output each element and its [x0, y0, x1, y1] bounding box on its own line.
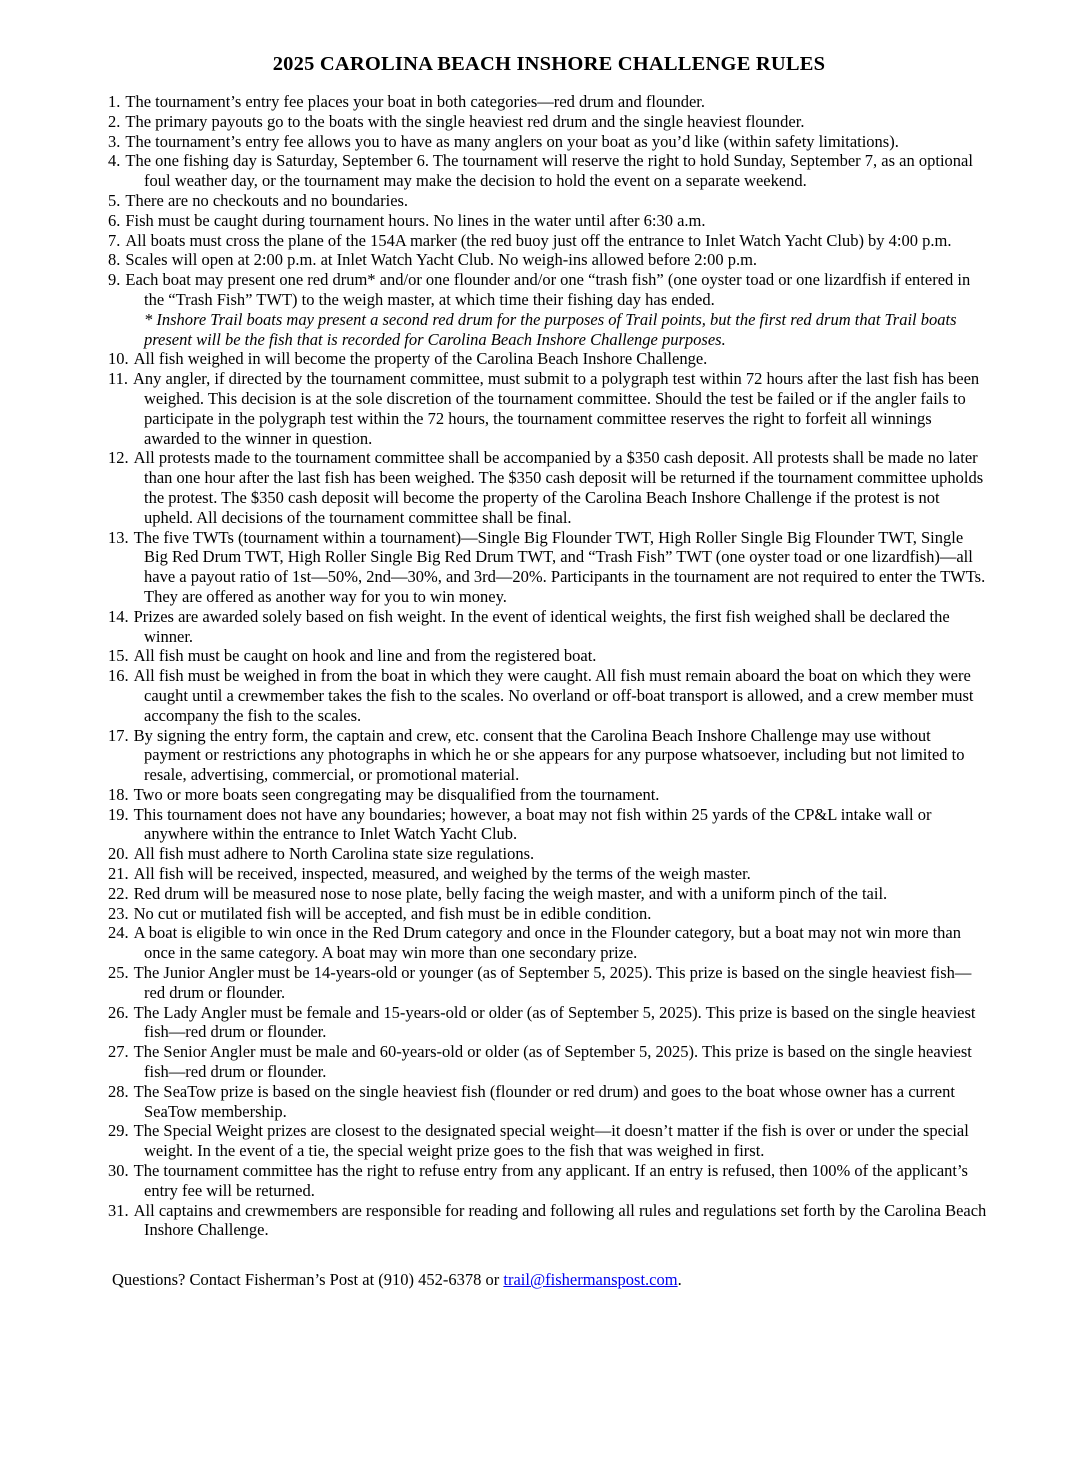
- rule-item: [108, 270, 990, 349]
- rule-item: [108, 92, 990, 112]
- rule-item: [108, 112, 990, 132]
- rule-number: 24.: [108, 923, 129, 943]
- rule-item: [108, 191, 990, 211]
- rule-number: 22.: [108, 883, 129, 903]
- rule-number: 15.: [108, 646, 129, 666]
- contact-line: [112, 1270, 990, 1290]
- rule-text: Red drum will be measured nose to nose plate, belly facing the weigh master, and with a uniform pinch of the tail.: [133, 883, 888, 903]
- rule-number: 21.: [108, 864, 129, 884]
- rule-text: The SeaTow prize is based on the single heaviest fish (flounder or red drum) and goes to the boat whose owner has a current SeaTow membership.: [133, 1081, 955, 1121]
- rule-item: [108, 923, 990, 963]
- rule-number: 5.: [108, 190, 121, 210]
- rule-number: 11.: [108, 369, 129, 389]
- rule-text: The Junior Angler must be 14-years-old or younger (as of September 5, 2025). This prize is based on the single heaviest fish—red drum or flounder.: [133, 963, 972, 1002]
- rule-number: 8.: [108, 250, 121, 270]
- rule-item: [108, 1201, 990, 1241]
- rule-text: The tournament’s entry fee places your boat in both categories—red drum and flounder.: [125, 92, 705, 111]
- rule-item: [108, 844, 990, 864]
- rule-number: 25.: [108, 963, 129, 983]
- rule-number: 9.: [108, 270, 121, 290]
- rule-number: 19.: [108, 804, 129, 824]
- rule-item: [108, 785, 990, 805]
- rule-text: A boat is eligible to win once in the Red Drum category and once in the Flounder category, but a boat may not win more than once in the same category. A boat may win more than one secondary prize.: [133, 923, 962, 963]
- rule-item: [108, 1161, 990, 1201]
- contact-text: Questions? Contact Fisherman’s Post at (910) 452-6378 or: [112, 1270, 504, 1290]
- rules-list: [108, 92, 990, 1240]
- rule-text: The Special Weight prizes are closest to the designated special weight—it doesn’t matter if the fish is over or under the special weight. In the event of a tie, the special weight prize goes to the fish that was weighed in first.: [133, 1121, 969, 1161]
- rule-number: 7.: [108, 230, 121, 250]
- rule-item: [108, 369, 990, 448]
- rule-item: [108, 132, 990, 152]
- rule-text: All captains and crewmembers are responsible for reading and following all rules and regulations set forth by the Carolina Beach Inshore Challenge.: [133, 1200, 987, 1240]
- rule-number: 31.: [108, 1200, 129, 1220]
- rule-number: 29.: [108, 1121, 129, 1141]
- rule-item: [108, 151, 990, 191]
- rule-text: The tournament committee has the right to refuse entry from any applicant. If an entry is refused, then 100% of the applicant’s entry fee will be returned.: [133, 1161, 968, 1200]
- rule-number: 27.: [108, 1042, 129, 1062]
- rule-text: No cut or mutilated fish will be accepted, and fish must be in edible condition.: [133, 903, 652, 923]
- rule-number: 17.: [108, 725, 129, 745]
- rule-item: [108, 805, 990, 845]
- rule-text: Scales will open at 2:00 p.m. at Inlet Watch Yacht Club. No weigh-ins allowed before 2:00 p.m.: [125, 250, 758, 270]
- rules-document: [108, 52, 990, 1290]
- rule-text: All protests made to the tournament committee shall be accompanied by a $350 cash deposit. All protests shall be made no later than one hour after the last fish has been weighed. The $350 cash deposit will be returned if the tournament committee upholds the protest. The $350 cash deposit will become the property of the Carolina Beach Inshore Challenge if the protest is not upheld. All decisions of the tournament committee shall be final.: [133, 448, 984, 527]
- rule-text: All fish weighed in will become the property of the Carolina Beach Inshore Challenge.: [133, 349, 708, 369]
- rule-item: [108, 448, 990, 527]
- rule-number: 18.: [108, 784, 129, 804]
- rule-number: 28.: [108, 1081, 129, 1101]
- rule-item: [108, 1121, 990, 1161]
- rule-number: 14.: [108, 606, 129, 626]
- rule-number: 23.: [108, 903, 129, 923]
- rule-item: [108, 1003, 990, 1043]
- rule-number: 13.: [108, 527, 129, 547]
- rule-item: [108, 1042, 990, 1082]
- rule-number: 1.: [108, 92, 121, 111]
- rule-item: [108, 250, 990, 270]
- rule-item: [108, 904, 990, 924]
- rule-text: All fish must adhere to North Carolina state size regulations.: [133, 844, 535, 864]
- rule-text: Each boat may present one red drum* and/or one flounder and/or one “trash fish” (one oyster toad or one lizardfish if entered in the “Trash Fish” TWT) to the weigh master, at which time their fishing day has ended.: [125, 270, 971, 309]
- rule-item: [108, 1082, 990, 1122]
- rule-item: [108, 884, 990, 904]
- rule-text: Fish must be caught during tournament hours. No lines in the water until after 6:30 a.m.: [125, 210, 706, 230]
- rule-text: The tournament’s entry fee allows you to have as many anglers on your boat as you’d like (within safety limitations).: [125, 131, 899, 151]
- rule-number: 10.: [108, 349, 129, 369]
- rule-item: [108, 607, 990, 647]
- rule-text: By signing the entry form, the captain and crew, etc. consent that the Carolina Beach Inshore Challenge may use without payment or restrictions any photographs in which he or she appears for any purpose whatsoever, including but not limited to resale, advertising, commercial, or promotional material.: [133, 725, 965, 785]
- rule-item: [108, 666, 990, 725]
- rule-number: 20.: [108, 844, 129, 864]
- rule-text: Two or more boats seen congregating may be disqualified from the tournament.: [133, 784, 660, 804]
- rule-text: The primary payouts go to the boats with the single heaviest red drum and the single heaviest flounder.: [125, 111, 805, 131]
- rule-text: There are no checkouts and no boundaries.: [125, 190, 409, 210]
- contact-period: .: [677, 1270, 682, 1290]
- rule-note: * Inshore Trail boats may present a second red drum for the purposes of Trail points, but the first red drum that Trail boats present will be the fish that is recorded for Carolina Beach Inshore Challenge purposes.: [144, 309, 957, 349]
- rule-text: The Lady Angler must be female and 15-years-old or older (as of September 5, 2025). This prize is based on the single heaviest fish—red drum or flounder.: [133, 1002, 976, 1042]
- rule-item: [108, 646, 990, 666]
- rule-number: 30.: [108, 1161, 129, 1181]
- rule-text: All boats must cross the plane of the 154A marker (the red buoy just off the entrance to Inlet Watch Yacht Club) by 4:00 p.m.: [125, 230, 952, 250]
- rule-item: [108, 231, 990, 251]
- rule-number: 6.: [108, 210, 121, 230]
- rule-item: [108, 211, 990, 231]
- rule-item: [108, 528, 990, 607]
- rule-text: The Senior Angler must be male and 60-years-old or older (as of September 5, 2025). This prize is based on the single heaviest fish—red drum or flounder.: [133, 1042, 972, 1082]
- rule-text: All fish must be weighed in from the boat in which they were caught. All fish must remain aboard the boat on which they were caught until a crewmember takes the fish to the scales. No overland or off-boat transport is allowed, and a crew member must accompany the fish to the scales.: [133, 666, 974, 725]
- rule-number: 26.: [108, 1002, 129, 1022]
- rule-number: 2.: [108, 111, 121, 131]
- rule-number: 3.: [108, 131, 121, 151]
- rule-item: [108, 726, 990, 785]
- rule-item: [108, 864, 990, 884]
- rule-text: Any angler, if directed by the tournament committee, must submit to a polygraph test within 72 hours after the last fish has been weighed. This decision is at the sole discretion of the tournament committee. Should the test be failed or if the angler fails to participate in the polygraph test within the 72 hours, the tournament committee reserves the right to forfeit all winnings awarded to the winner in question.: [133, 369, 980, 448]
- rule-text: The five TWTs (tournament within a tournament)—Single Big Flounder TWT, High Roller Single Big Flounder TWT, Single Big Red Drum TWT, High Roller Single Big Red Drum TWT, and “Trash Fish” TWT (one oyster toad or one lizardfish)—all have a payout ratio of 1st—50%, 2nd—30%, and 3rd—20%. Participants in the tournament are not required to enter the TWTs. They are offered as another way for you to win money.: [133, 527, 986, 606]
- rule-text: All fish will be received, inspected, measured, and weighed by the terms of the weigh master.: [133, 864, 751, 884]
- rule-text: The one fishing day is Saturday, September 6. The tournament will reserve the right to hold Sunday, September 7, as an optional foul weather day, or the tournament may make the decision to hold the event on a separate weekend.: [125, 151, 973, 191]
- rule-text: All fish must be caught on hook and line and from the registered boat.: [133, 646, 597, 666]
- rule-number: 4.: [108, 151, 121, 171]
- rule-item: [108, 963, 990, 1003]
- rule-text: This tournament does not have any boundaries; however, a boat may not fish within 25 yards of the CP&L intake wall or anywhere within the entrance to Inlet Watch Yacht Club.: [133, 804, 932, 844]
- rule-number: 12.: [108, 448, 129, 468]
- email-link[interactable]: trail@fishermanspost.com: [503, 1270, 678, 1290]
- page-title: 2025 CAROLINA BEACH INSHORE CHALLENGE RULES: [272, 53, 826, 75]
- rule-number: 16.: [108, 666, 129, 686]
- rule-item: [108, 349, 990, 369]
- rule-text: Prizes are awarded solely based on fish weight. In the event of identical weights, the first fish weighed shall be declared the winner.: [133, 606, 950, 646]
